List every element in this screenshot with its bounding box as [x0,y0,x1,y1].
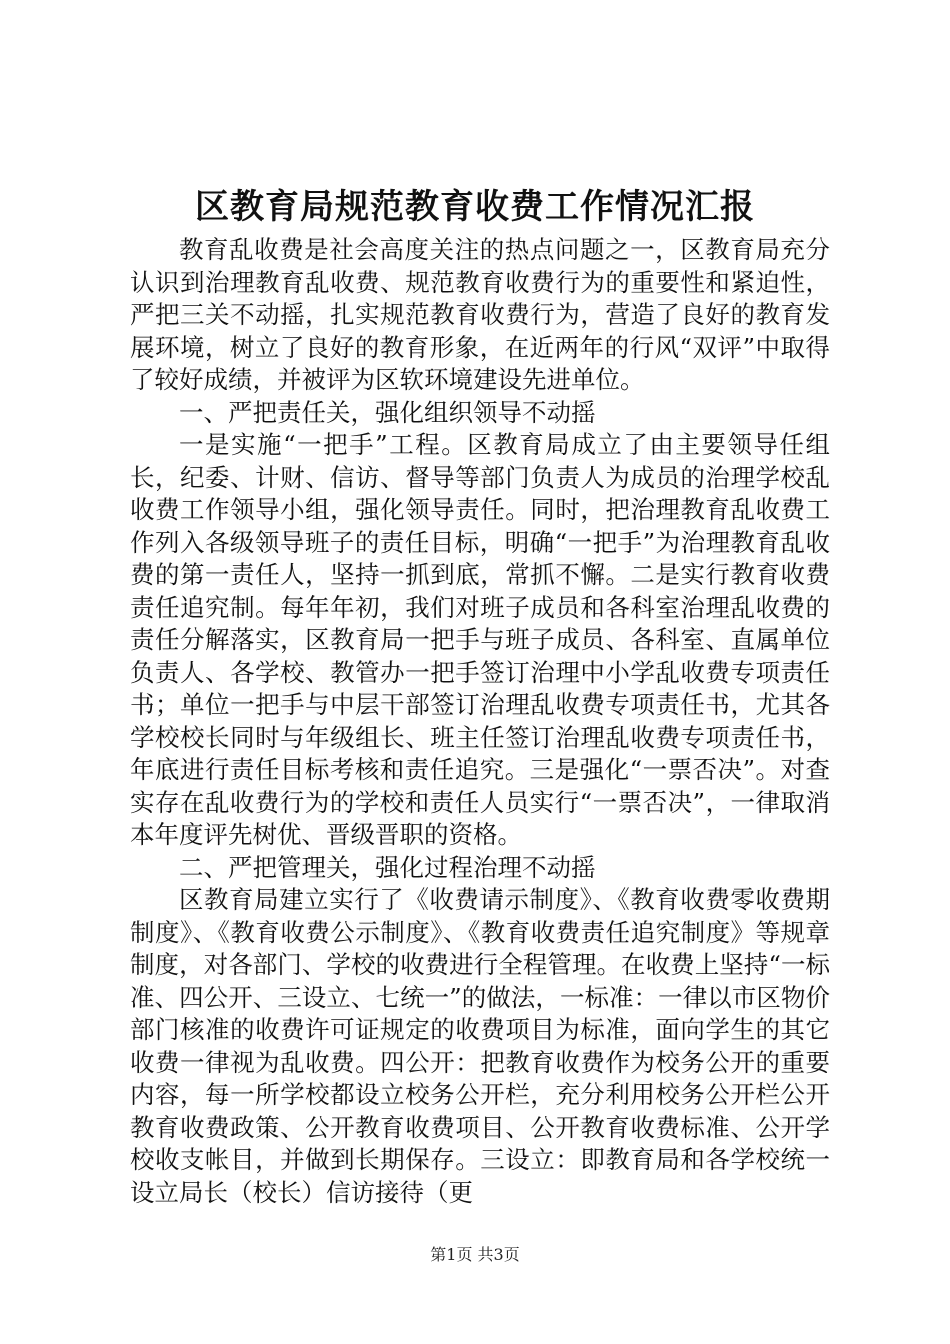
paragraph-intro: 教育乱收费是社会高度关注的热点问题之一，区教育局充分认识到治理教育乱收费、规范教育收费行为的重要性和紧迫性，严把三关不动摇，扎实规范教育收费行为，营造了良好的教育发展环境，树立了良好的教育形象，在近两年的行风“双评”中取得了较好成绩，并被评为区软环境建设先进单位。 [130,235,830,394]
section-heading-1: 一、严把责任关，强化组织领导不动摇 [179,397,596,427]
document-body [130,234,830,1209]
paragraph-management: 区教育局建立实行了《收费请示制度》、《教育收费零收费期制度》、《教育收费公示制度》、《教育收费责任追究制度》等规章制度，对各部门、学校的收费进行全程管理。在收费上坚持“一标准、四公开、三设立、七统一”的做法，一标准：一律以市区物价部门核准的收费许可证规定的收费项目为标准，面向学生的其它收费一律视为乱收费。四公开：把教育收费作为校务公开的重要内容，每一所学校都设立校务公开栏，充分利用校务公开栏公开教育收费政策、公开教育收费项目、公开教育收费标准、公开学校收支帐目，并做到长期保存。三设立：即教育局和各学校统一设立局长（校长）信访接待（更 [130,885,830,1207]
paragraph-responsibility: 一是实施“一把手”工程。区教育局成立了由主要领导任组长，纪委、计财、信访、督导等部门负责人为成员的治理学校乱收费工作领导小组，强化领导责任。同时，把治理教育乱收费工作列入各级领导班子的责任目标，明确“一把手”为治理教育乱收费的第一责任人，坚持一抓到底，常抓不懈。二是实行教育收费责任追究制。每年年初，我们对班子成员和各科室治理乱收费的责任分解落实，区教育局一把手与班子成员、各科室、直属单位负责人、各学校、教管办一把手签订治理中小学乱收费专项责任书；单位一把手与中层干部签订治理乱收费专项责任书，尤其各学校校长同时与年级组长、班主任签订治理乱收费专项责任书，年底进行责任目标考核和责任追究。三是强化“一票否决”。对查实存在乱收费行为的学校和责任人员实行“一票否决”，一律取消本年度评先树优、晋级晋职的资格。 [130,430,830,849]
section-heading-2: 二、严把管理关，强化过程治理不动摇 [179,852,596,882]
document-title: 区教育局规范教育收费工作情况汇报 [195,187,755,227]
page-number: 第1页 共3页 [430,1245,520,1264]
